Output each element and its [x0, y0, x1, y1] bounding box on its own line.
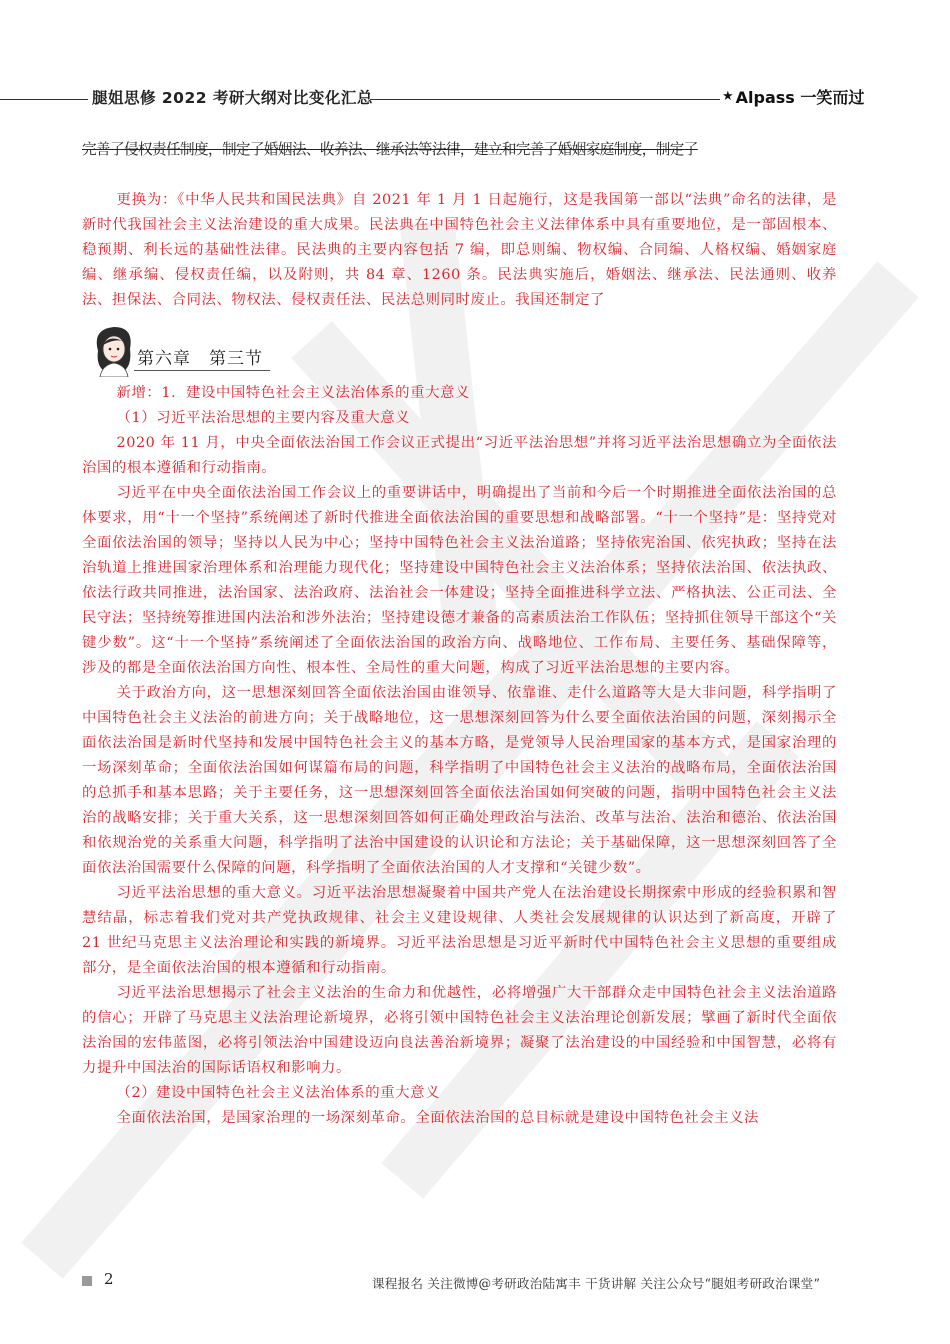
chapter-underline: [134, 370, 270, 371]
body-paragraph: 关于政治方向，这一思想深刻回答全面依法治国由谁领导、依靠谁、走什么道路等大是大非问题，科学指明了中国特色社会主义法治的前进方向；关于战略地位，这一思想深刻回答为什么要全面依法治国的问题，深刻揭示全面依法治国是新时代坚持和发展中国特色社会主义的基本方略，是党领导人民治理国家的基本方式，是国家治理的一场深刻革命；全面依法治国如何谋篇布局的问题，科学指明了中国特色社会主义法治的战略布局，全面依法治国的总抓手和基本思路；关于主要任务，这一思想深刻回答全面依法治国如何突破的问题，指明中国特色社会主义法治的战略安排；关于重大关系，这一思想深刻回答如何正确处理政治与法治、改革与法治、法治和德治、依法治国和依规治党的关系重大问题，科学指明了法治中国建设的认识论和方法论；关于基础保障，这一思想深刻回答了全面依法治国需要什么保障的问题，科学指明了全面依法治国的人才支撑和“关键少数”。: [82, 685, 837, 876]
chapter-title: 第六章 第三节: [137, 349, 263, 369]
footer-note: 课程报名 关注微博@考研政治陆寓丰 干货讲解 关注公众号“腿姐考研政治课堂”: [372, 1276, 821, 1291]
struck-through-text: 完善了侵权责任制度，制定了婚姻法、收养法、继承法等法律，建立和完善了婚姻家庭制度，制定了: [82, 141, 698, 158]
section-heading-new: 新增：1．建设中国特色社会主义法治体系的重大意义: [116, 385, 470, 401]
header-rule-left: [0, 99, 88, 100]
body-paragraph: 全面依法治国，是国家治理的一场深刻革命。全面依法治国的总目标就是建设中国特色社会主义法: [116, 1110, 759, 1126]
header-title: 腿姐思修 2022 考研大纲对比变化汇总: [92, 89, 373, 107]
page-number: 2: [104, 1270, 114, 1288]
subsection-heading-1: （1）习近平法治思想的主要内容及重大意义: [116, 410, 411, 426]
page-footer: [0, 1270, 950, 1300]
body-paragraph: 2020 年 11 月，中央全面依法治国工作会议正式提出“习近平法治思想”并将习近平法治思想确立为全面依法治国的根本遵循和行动指南。: [82, 435, 837, 476]
brand-logo: [722, 85, 864, 108]
body-paragraph: 习近平在中央全面依法治国工作会议上的重要讲话中，明确提出了当前和今后一个时期推进全面依法治国的总体要求，用“十一个坚持”系统阐述了新时代推进全面依法治国的重要思想和战略部署。“十一个坚持”是：坚持党对全面依法治国的领导；坚持以人民为中心；坚持中国特色社会主义法治道路；坚持依宪治国、依宪执政；坚持在法治轨道上推进国家治理体系和治理能力现代化；坚持建设中国特色社会主义法治体系；坚持依法治国、依法执政、依法行政共同推进，法治国家、法治政府、法治社会一体建设；坚持全面推进科学立法、严格执法、公正司法、全民守法；坚持统筹推进国内法治和涉外法治；坚持建设德才兼备的高素质法治工作队伍；坚持抓住领导干部这个“关键少数”。这“十一个坚持”系统阐述了全面依法治国的政治方向、战略地位、工作布局、主要任务、基础保障等，涉及的都是全面依法治国方向性、根本性、全局性的重大问题，构成了习近平法治思想的主要内容。: [82, 485, 837, 676]
cartoon-avatar-icon: [88, 321, 140, 377]
chapter-heading: [82, 321, 837, 381]
replacement-paragraph: 更换为：《中华人民共和国民法典》自 2021 年 1 月 1 日起施行，这是我国第一部以“法典”命名的法律，是新时代我国社会主义法治建设的重大成果。民法典在中国特色社会主义法律体系中具有重要地位，是一部固根本、稳预期、利长远的基础性法律。民法典的主要内容包括 7 编，即总则编、物权编、合同编、人格权编、婚姻家庭编、继承编、侵权责任编，以及附则，共 84 章、1260 条。民法典实施后，婚姻法、继承法、民法通则、收养法、担保法、合同法、物权法、侵权责任法、民法总则同时废止。我国还制定了: [82, 192, 837, 308]
body-paragraph: 习近平法治思想的重大意义。习近平法治思想凝聚着中国共产党人在法治建设长期探索中形成的经验积累和智慧结晶，标志着我们党对共产党执政规律、社会主义建设规律、人类社会发展规律的认识达到了新高度，开辟了 21 世纪马克思主义法治理论和实践的新境界。习近平法治思想是习近平新时代中国特色社会主义思想的重要组成部分，是全面依法治国的根本遵循和行动指南。: [82, 885, 837, 976]
page-header: [0, 82, 950, 118]
footer-square-marker: [82, 1276, 92, 1286]
logo-text: Alpass 一笑而过: [735, 88, 865, 107]
document-body: [82, 138, 837, 1131]
header-rule-right: [370, 99, 720, 100]
body-paragraph: 习近平法治思想揭示了社会主义法治的生命力和优越性，必将增强广大干部群众走中国特色社会主义法治道路的信心；开辟了马克思主义法治理论新境界，必将引领中国特色社会主义法治理论创新发展；擘画了新时代全面依法治国的宏伟蓝图，必将引领法治中国建设迈向良法善治新境界；凝聚了法治建设的中国经验和中国智慧，必将有力提升中国法治的国际话语权和影响力。: [82, 985, 837, 1076]
star-icon: ★: [722, 89, 734, 104]
subsection-heading-2: （2）建设中国特色社会主义法治体系的重大意义: [116, 1085, 441, 1101]
